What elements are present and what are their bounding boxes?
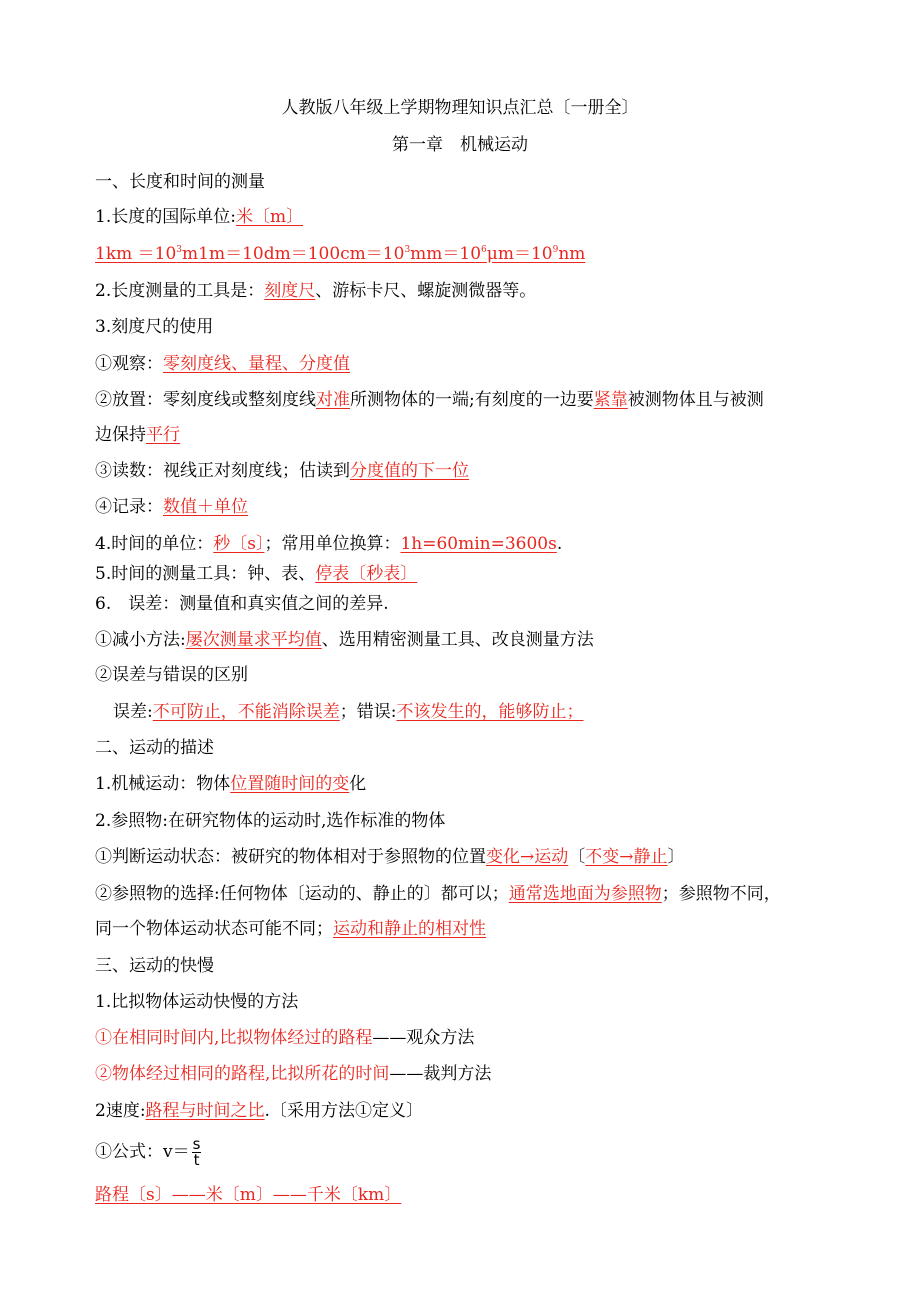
page-title: 人教版八年级上学期物理知识点汇总〔一册全〕 bbox=[281, 98, 639, 118]
answer-blank: 不该发生的，能够防止； bbox=[396, 702, 584, 722]
answer-blank: 不变→静止 bbox=[585, 847, 668, 867]
record-line: ④记录：数值＋单位 bbox=[95, 497, 248, 517]
length-tool-line: 2.长度测量的工具是：刻度尺、游标卡尺、螺旋测微器等。 bbox=[95, 281, 537, 301]
compare-speed-heading: 1.比拟物体运动快慢的方法 bbox=[95, 992, 299, 1012]
answer-blank: 秒〔s〕 bbox=[213, 534, 265, 554]
time-tool-line: 5.时间的测量工具：钟、表、停表〔秒表〕 bbox=[95, 564, 418, 584]
relativity-line: 同一个物体运动状态可能不同；运动和静止的相对性 bbox=[95, 919, 486, 939]
speed-formula-line: ①公式：v＝ $\frac{s}{t}$ bbox=[95, 1135, 201, 1169]
answer-blank: 刻度尺 bbox=[264, 281, 316, 301]
answer-blank: 零刻度线、量程、分度值 bbox=[163, 354, 350, 374]
distance-units-line: 路程〔s〕——米〔m〕——千米〔km〕 bbox=[95, 1185, 402, 1205]
speed-definition-line: 2速度:路程与时间之比.〔采用方法①定义〕 bbox=[95, 1101, 423, 1121]
length-unit-line: 1.长度的国际单位:米〔m〕 bbox=[95, 207, 304, 227]
answer-blank: 通常选地面为参照物 bbox=[508, 884, 662, 904]
chapter-title: 第一章 机械运动 bbox=[392, 135, 528, 155]
answer-blank: 路程与时间之比 bbox=[145, 1101, 265, 1121]
unit-conversion-line: $1km =10^3m1m=10dm=100cm=10^3mm=10^6\mu m=10^9nm$ bbox=[95, 244, 586, 264]
error-vs-mistake-heading: ②误差与错误的区别 bbox=[95, 665, 248, 685]
judge-motion-line: ①判断运动状态：被研究的物体相对于参照物的位置变化→运动〔不变→静止〕 bbox=[95, 847, 685, 867]
answer-blank: 对准 bbox=[316, 390, 350, 410]
referee-method-line: ②物体经过相同的路程,比拟所花的时间——裁判方法 bbox=[95, 1064, 492, 1084]
observe-line: ①观察：零刻度线、量程、分度值 bbox=[95, 354, 350, 374]
section-heading-3: 三、运动的快慢 bbox=[95, 956, 214, 976]
answer-blank: 停表〔秒表〕 bbox=[315, 564, 418, 584]
answer-blank: 数值＋单位 bbox=[163, 497, 248, 517]
answer-blank: 1h=60min=3600s bbox=[400, 534, 557, 554]
answer-blank: 米〔m〕 bbox=[235, 207, 304, 227]
section-heading-2: 二、运动的描述 bbox=[95, 738, 214, 758]
answer-blank: 平行 bbox=[146, 425, 180, 445]
error-definition-line: 6. 误差：测量值和真实值之间的差异. bbox=[95, 594, 389, 614]
reduce-error-line: ①减小方法:屡次测量求平均值、选用精密测量工具、改良测量方法 bbox=[95, 630, 594, 650]
mechanical-motion-line: 1.机械运动：物体位置随时间的变化 bbox=[95, 774, 367, 794]
answer-blank: 运动和静止的相对性 bbox=[333, 919, 486, 939]
reference-object-line: 2.参照物:在研究物体的运动时,选作标准的物体 bbox=[95, 811, 446, 831]
ruler-usage-heading: 3.刻度尺的使用 bbox=[95, 317, 214, 337]
place-line: ②放置：零刻度线或整刻度线对准所测物体的一端;有刻度的一边要紧靠被测物体且与被测 bbox=[95, 390, 764, 410]
audience-method-line: ①在相同时间内,比拟物体经过的路程——观众方法 bbox=[95, 1028, 475, 1048]
answer-blank: 不可防止，不能消除误差 bbox=[152, 702, 340, 722]
place-line-cont: 边保持平行 bbox=[95, 425, 180, 445]
answer-blank: 位置随时间的变 bbox=[230, 774, 350, 794]
error-vs-mistake-line: 误差:不可防止，不能消除误差；错误:不该发生的，能够防止； bbox=[113, 702, 584, 722]
section-heading-1: 一、长度和时间的测量 bbox=[95, 172, 265, 192]
answer-blank: 屡次测量求平均值 bbox=[185, 630, 322, 650]
choose-reference-line: ②参照物的选择:任何物体〔运动的、静止的〕都可以；通常选地面为参照物；参照物不同， bbox=[95, 884, 781, 904]
answer-blank: 分度值的下一位 bbox=[350, 461, 469, 481]
speed-fraction: $\frac{s}{t}$ bbox=[192, 1135, 201, 1169]
answer-blank: 变化→运动 bbox=[486, 847, 569, 867]
time-unit-line: 4.时间的单位：秒〔s〕；常用单位换算：1h=60min=3600s. bbox=[95, 534, 563, 554]
answer-blank: 紧靠 bbox=[593, 390, 628, 410]
read-line: ③读数：视线正对刻度线；估读到分度值的下一位 bbox=[95, 461, 469, 481]
